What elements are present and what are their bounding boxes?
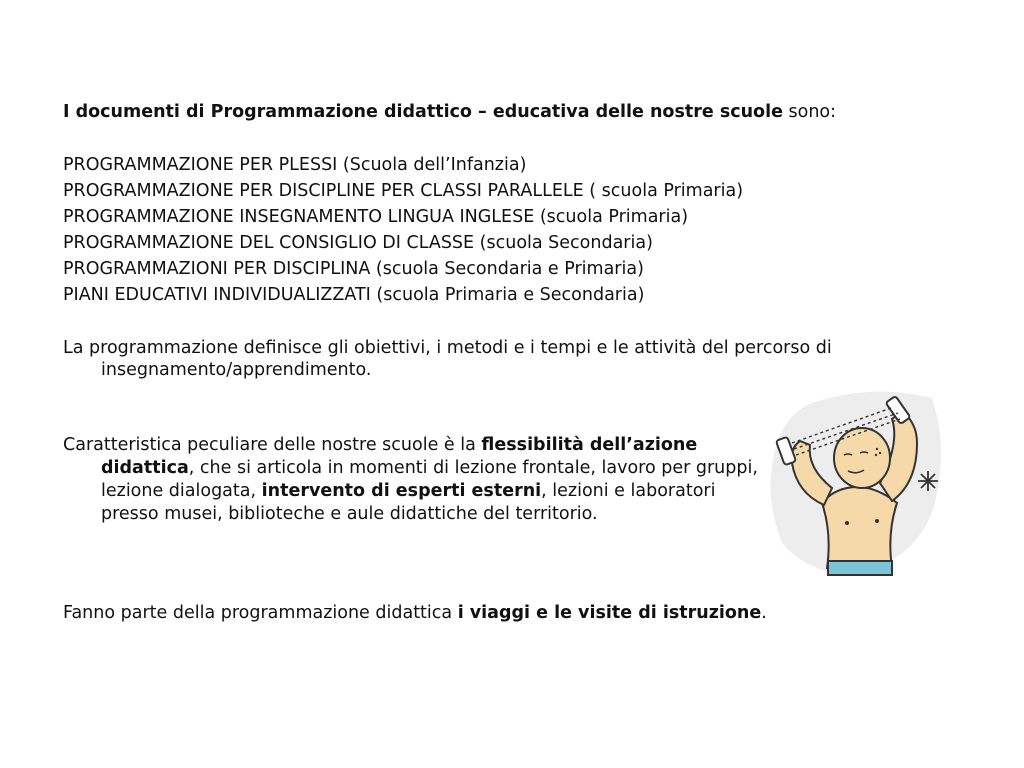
- trips-text: Fanno parte della programmazione didattica: [63, 603, 458, 623]
- trips-end: .: [761, 603, 767, 623]
- trips-bold: i viaggi e le visite di istruzione: [457, 603, 762, 623]
- list-item: PROGRAMMAZIONE PER PLESSI (Scuola dell’Infanzia): [63, 155, 527, 175]
- programming-documents-list: [63, 152, 743, 308]
- list-item: PROGRAMMAZIONE PER DISCIPLINE PER CLASSI PARALLELE ( scuola Primaria): [63, 181, 744, 201]
- list-item: PROGRAMMAZIONI PER DISCIPLINA (scuola Secondaria e Primaria): [63, 259, 644, 279]
- characteristic-text-1: Caratteristica peculiare delle nostre scuole è la: [63, 435, 482, 455]
- characteristic-text-3: , lezioni e laboratori presso musei, biblioteche e aule didattiche del territorio.: [101, 481, 716, 524]
- characteristic-text-2: , che si articola in momenti di lezione frontale, lavoro per gruppi, lezione dialogata,: [101, 458, 758, 501]
- stretching-man-clipart-icon: [752, 383, 952, 578]
- list-item: PIANI EDUCATIVI INDIVIDUALIZZATI (scuola Primaria e Secondaria): [63, 285, 645, 305]
- intro-paragraph: [63, 101, 836, 123]
- definition-paragraph: La programmazione definisce gli obiettivi, i metodi e i tempi e le attività del percorso di insegnamento/apprendimento.: [63, 338, 832, 380]
- intro-rest: sono:: [782, 102, 837, 122]
- flexibility-bold: flessibilità dell’azione didattica: [101, 435, 698, 478]
- list-item: PROGRAMMAZIONE DEL CONSIGLIO DI CLASSE (scuola Secondaria): [63, 233, 653, 253]
- list-item: PROGRAMMAZIONE INSEGNAMENTO LINGUA INGLESE (scuola Primaria): [63, 207, 689, 227]
- experts-bold: intervento di esperti esterni: [261, 481, 542, 501]
- intro-bold: I documenti di Programmazione didattico – educativa delle nostre scuole: [63, 102, 783, 122]
- trips-paragraph: [63, 602, 767, 624]
- characteristic-paragraph: [63, 434, 761, 526]
